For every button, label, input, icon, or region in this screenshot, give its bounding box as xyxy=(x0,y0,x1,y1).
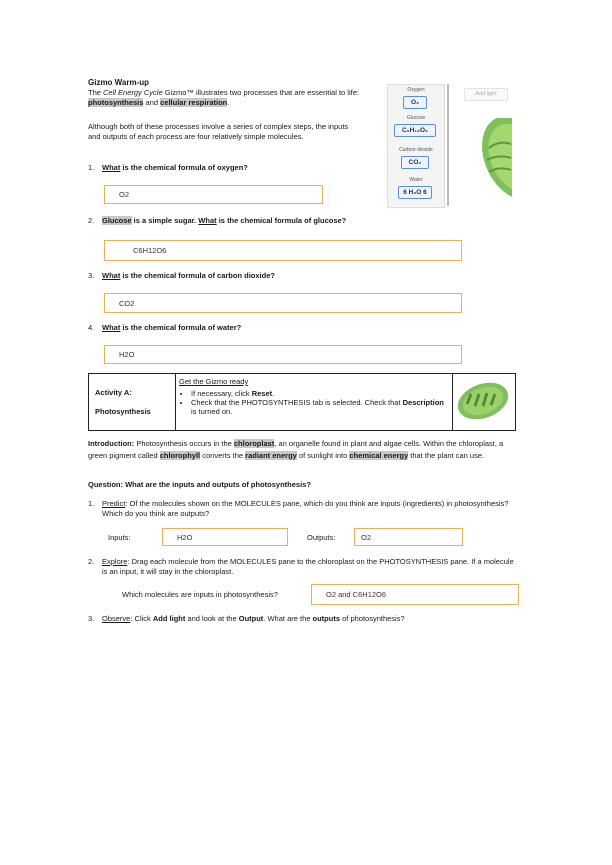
activity-label: Activity A: xyxy=(95,388,132,397)
molecule-water[interactable]: 6 H₂O 6 xyxy=(398,186,432,199)
instruction-reset: • If necessary, click Reset. xyxy=(191,389,449,398)
molecule-oxygen[interactable]: O₂ xyxy=(403,96,427,109)
molecule-label-carbon-dioxide: Carbon dioxide xyxy=(399,147,433,153)
observe-question: 3. Observe: Click Add light and look at the Output. What are the outputs of photosynthesis? xyxy=(88,614,405,623)
molecule-label-oxygen: Oxygen xyxy=(407,87,425,93)
panel-divider xyxy=(447,84,449,206)
warmup-paragraph: Although both of these processes involve a series of complex steps, the inputs and outputs of each process are four relatively simple molecules. xyxy=(88,122,349,141)
predict-question: 1. Predict: Of the molecules shown on the MOLECULES pane, which do you think are inputs (ingredients) in photosynthesis? Which do you think are outputs? xyxy=(88,499,509,518)
inputs-label: Inputs: xyxy=(108,533,131,542)
warmup-intro: The Cell Energy Cycle Gizmo™ illustrates two processes that are essential to life: photosynthesis and cellular respiration. xyxy=(88,88,359,107)
question-4: 4. What is the chemical formula of water? xyxy=(88,323,242,332)
add-light-button[interactable]: Add light xyxy=(464,88,508,101)
molecule-label-glucose: Glucose xyxy=(406,115,426,121)
get-ready-heading: Get the Gizmo ready xyxy=(179,377,249,386)
chloroplast-thumbnail xyxy=(453,374,513,428)
question-2: 2. Glucose is a simple sugar. What is the chemical formula of glucose? xyxy=(88,216,347,225)
molecule-glucose[interactable]: C₆H₁₂O₆ xyxy=(394,124,436,137)
answer-oxygen-field[interactable]: O2 xyxy=(104,185,323,204)
instruction-photosynthesis-tab: • Check that the PHOTOSYNTHESIS tab is selected. Check that Description is turned on. xyxy=(191,398,449,416)
answer-water-field[interactable]: H2O xyxy=(104,345,462,364)
introduction-paragraph: Introduction: Photosynthesis occurs in the chloroplast, an organelle found in plant and algae cells. Within the chloroplast, a green pigment called chlorophyll converts the radiant energy of sunlight into chemical energy that the plant can use. xyxy=(88,439,504,460)
explore-question: 2. Explore: Drag each molecule from the MOLECULES pane to the chloroplast on the PHOTOSYNTHESIS pane. If a molecule is an input, it will stay in the chloroplast. xyxy=(88,557,514,576)
activity-table xyxy=(88,373,516,431)
inputs-field[interactable]: H2O xyxy=(162,528,288,546)
inputs-in-photosynthesis-field[interactable]: O2 and C6H12O6 xyxy=(311,584,519,605)
answer-glucose-field[interactable]: C6H12O6 xyxy=(104,240,462,261)
warmup-heading: Gizmo Warm-up xyxy=(88,78,150,87)
molecule-label-water: Water xyxy=(409,177,423,183)
activity-label-cell xyxy=(89,374,176,431)
chloroplast-image xyxy=(475,118,512,198)
outputs-label: Outputs: xyxy=(307,533,336,542)
question-3: 3. What is the chemical formula of carbon dioxide? xyxy=(88,271,275,280)
molecule-carbon-dioxide[interactable]: CO₂ xyxy=(401,156,429,169)
question-1: 1. What is the chemical formula of oxygen? xyxy=(88,163,248,172)
activity-image-cell xyxy=(453,374,516,431)
answer-carbon-dioxide-field[interactable]: CO2 xyxy=(104,293,462,313)
explore-subquestion: Which molecules are inputs in photosynthesis? xyxy=(122,590,278,599)
outputs-field[interactable]: O2 xyxy=(354,528,463,546)
molecules-panel xyxy=(387,84,445,208)
question-heading: Question: What are the inputs and outputs of photosynthesis? xyxy=(88,480,311,489)
activity-name: Photosynthesis xyxy=(95,407,151,416)
activity-instructions-cell xyxy=(176,374,453,431)
